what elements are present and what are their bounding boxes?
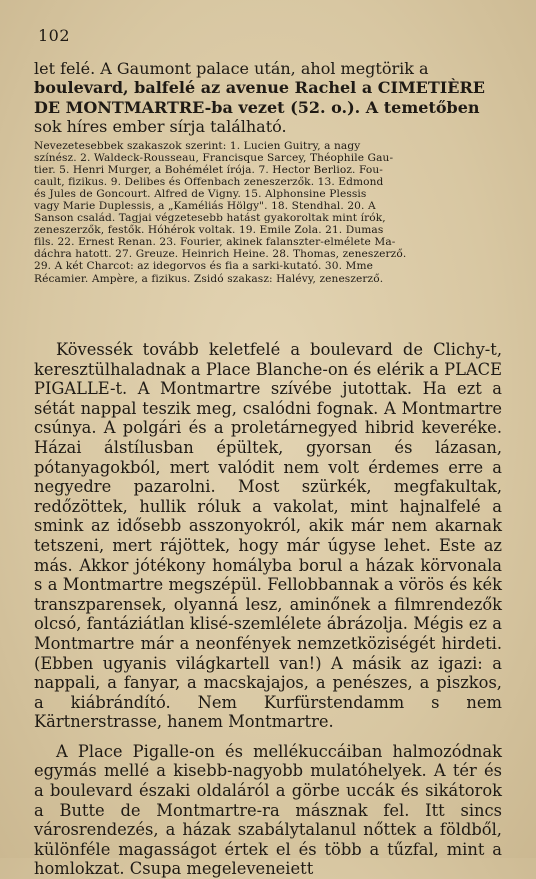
notable-line: Récamier. Ampère, a fizikus. Zsidó szakasz: Halévy, zeneszerző. — [34, 272, 384, 285]
notable-line: tier. 5. Henri Murger, a Bohémélet írója. 7. Hector Berlioz. Fou- — [34, 164, 383, 177]
notable-line: zeneszerzők, festők. Hóhérok voltak. 19. Emile Zola. 21. Dumas — [34, 224, 384, 237]
paragraph: Kövessék tovább keletfelé a boulevard de Clichy-t, keresztülhaladnak a Place Blanche-on és elérik a PLACE PIGALLE-t. A Montmartre szívébe jutottak. Ha ezt a sétát nappal teszik meg, csalódni fognak. A Montmartre csúnya. A polgári és a proletárnegyed hibrid keveréke. Házai álstílusban épültek, gyorsan és lázasan, pótanyagokból, mert valódit nem volt érdemes erre a negyedre pazarolni. Most szürkék, megfakultak, redőzöttek, hullik róluk a vakolat, mint hajnalfelé a smink az idősebb asszonyokról, akik már nem akarnak tetszeni, mert rájöttek, hogy már úgyse lehet. Este az más. Akkor jótékony homályba borul a házak körvonala s a Montmartre megszépül. Fellobbannak a vörös és kék transzparensek, olyanná lesz, aminőnek a filmrendezők olcsó, fantáziátlan klisé-szemlélete ábrázolja. Mégis ez a Montmartre már a neonfények nemzetköziségét hirdeti. (Ebben ugyanis világkartell van!) A másik az igazi: a nappali, a fanyar, a macskajajos, a penészes, a piszkos, a kiábrándító. Nem Kurfürstendamm s nem Kärtnerstrasse, hanem Montmartre. — [34, 340, 502, 732]
page-number: 102 — [38, 26, 71, 45]
notable-line: fils. 22. Ernest Renan. 23. Fourier, akinek falanszter-elmélete Ma- — [34, 236, 396, 249]
notable-line: dáchra hatott. 27. Greuze. Heinrich Heine. 28. Thomas, zeneszerző. — [34, 248, 407, 261]
notable-line: és Jules de Goncourt. Alfred de Vigny. 15. Alphonsine Plessis — [34, 188, 367, 201]
notable-graves-list — [34, 140, 502, 285]
paragraph: A Place Pigalle-on és mellékuccáiban halmozódnak egymás mellé a kisebb-nagyobb mulatóhelyek. A tér és a boulevard északi oldaláról a görbe uccák és sikátorok a Butte de Montmartre-ra másznak fel. Itt sincs városrendezés, a házak szabálytalanul nőttek a földből, különféle magasságot értek el és több a tűzfal, mint a homlokzat. Csupa megeleveneiett — [34, 741, 502, 879]
notable-line: Nevezetesebbek szakaszok szerint: 1. Lucien Guitry, a nagy — [34, 140, 361, 152]
intro-line: boulevard, balfelé az avenue Rachel a CIMETIÈRE — [34, 78, 485, 98]
intro-line: DE MONTMARTRE-ba vezet (52. o.). A temetőben — [34, 97, 480, 117]
notable-line: vagy Marie Duplessis, a „Kaméliás Hölgy". 18. Stendhal. 20. A — [34, 200, 376, 213]
notable-line: színész. 2. Waldeck-Rousseau, Francisque Sarcey, Théophile Gau- — [34, 152, 394, 165]
notable-line: cault, fizikus. 9. Delibes és Offenbach zeneszerzők. 13. Edmond — [34, 176, 384, 189]
notable-line: 29. A két Charcot: az idegorvos és fia a sarki-kutató. 30. Mme — [34, 260, 373, 273]
notable-line: Sanson család. Tagjai végzetesebb hatást gyakoroltak mint írók, — [34, 212, 386, 225]
intro-paragraph — [34, 59, 502, 137]
intro-line: let felé. A Gaumont palace után, ahol megtörik a — [34, 59, 429, 78]
intro-line: sok híres ember sírja található. — [34, 117, 287, 137]
body-text — [34, 340, 502, 879]
